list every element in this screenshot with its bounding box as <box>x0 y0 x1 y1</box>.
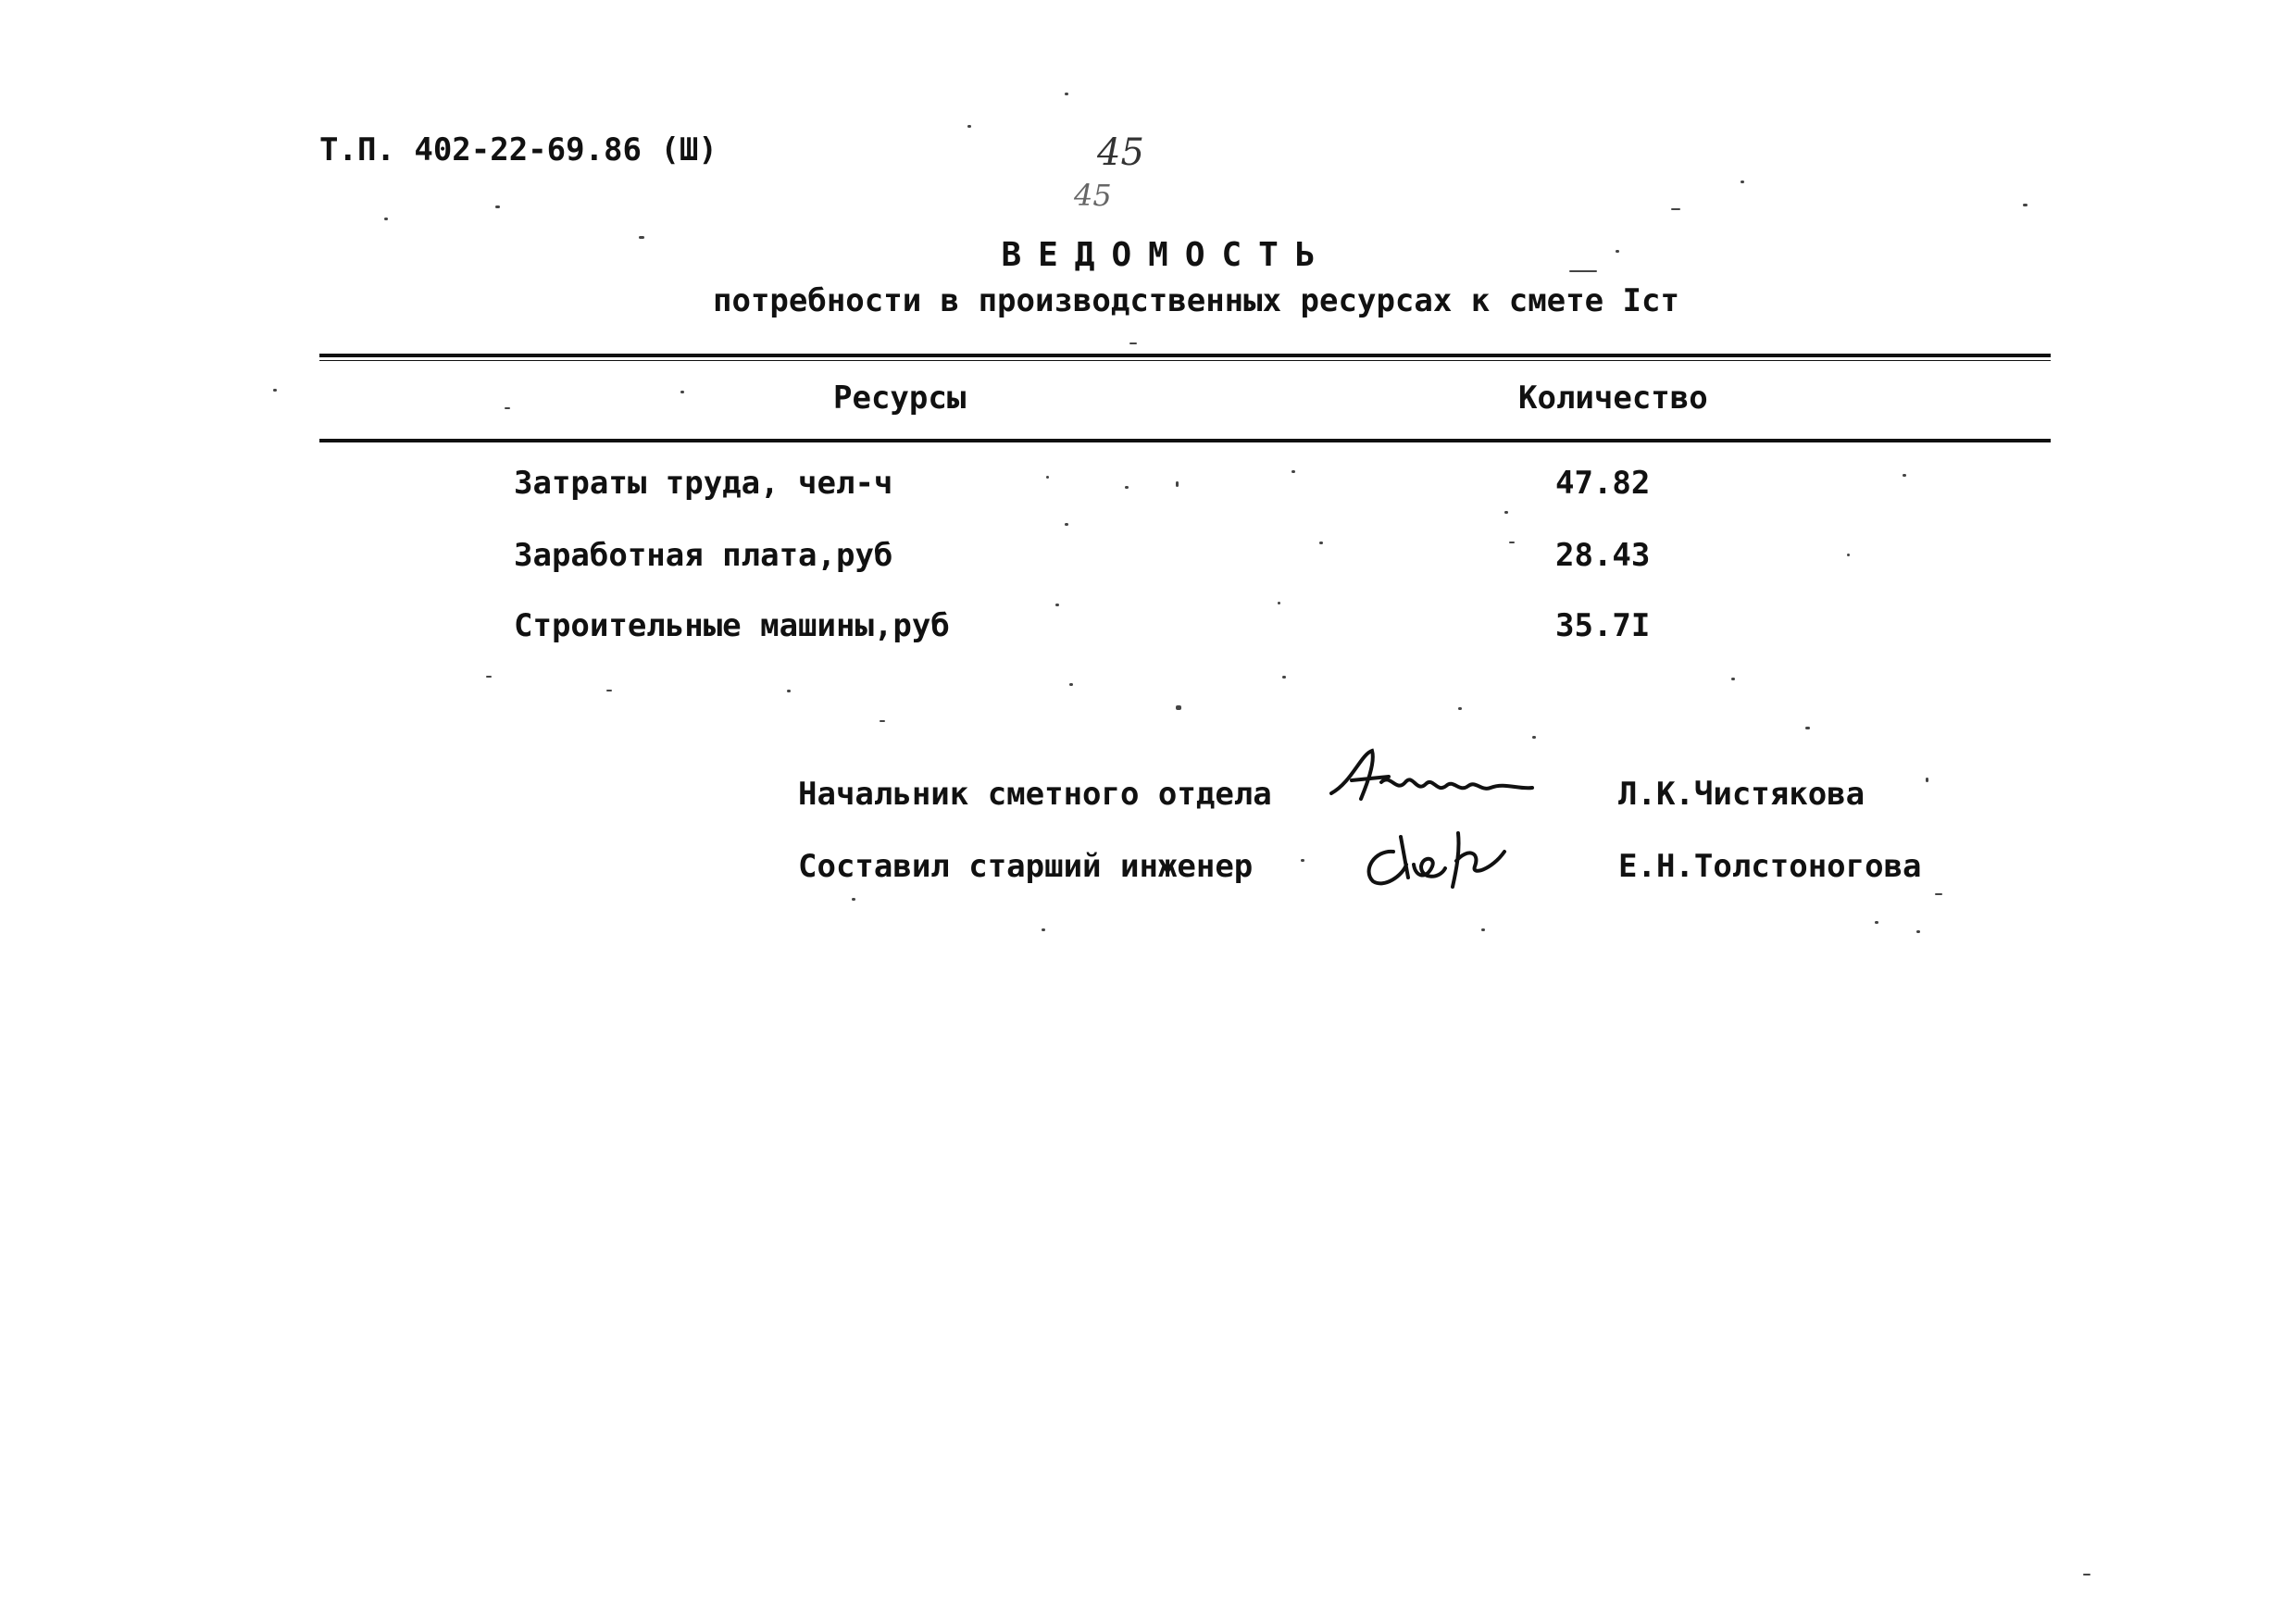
column-header-quantity: Количество <box>1518 380 1708 417</box>
table-row-quantity: 28.43 <box>1555 537 1651 574</box>
handwritten-signature-1 <box>1324 745 1537 810</box>
column-header-resources: Ресурсы <box>833 380 967 417</box>
handwritten-page-number: 45 <box>1097 131 1144 174</box>
handwritten-page-number-repeat: 45 <box>1074 178 1112 213</box>
signature-name: Е.Н.Толстоногова <box>1618 848 1922 885</box>
table-row-quantity: 35.7I <box>1555 607 1651 644</box>
table-row-resource: Затраты труда, чел-ч <box>514 465 893 502</box>
signature-name: Л.К.Чистякова <box>1618 776 1866 813</box>
table-row-resource: Строительные машины,руб <box>514 607 950 644</box>
table-row-resource: Заработная плата,руб <box>514 537 893 574</box>
table-top-rule <box>319 354 2051 357</box>
table-header-rule <box>319 439 2051 442</box>
signature-role: Начальник сметного отдела <box>798 776 1272 813</box>
table-top-rule-thin <box>319 360 2051 361</box>
signature-role: Составил старший инженер <box>798 848 1254 885</box>
document-subtitle: потребности в производственных ресурсах к смете Iст <box>713 282 1679 319</box>
document-title: ВЕДОМОСТЬ <box>1001 236 1332 274</box>
document-code: Т.П. 402-22-69.86 (Ш) <box>319 131 718 168</box>
table-row-quantity: 47.82 <box>1555 465 1651 502</box>
handwritten-signature-2 <box>1356 824 1514 898</box>
